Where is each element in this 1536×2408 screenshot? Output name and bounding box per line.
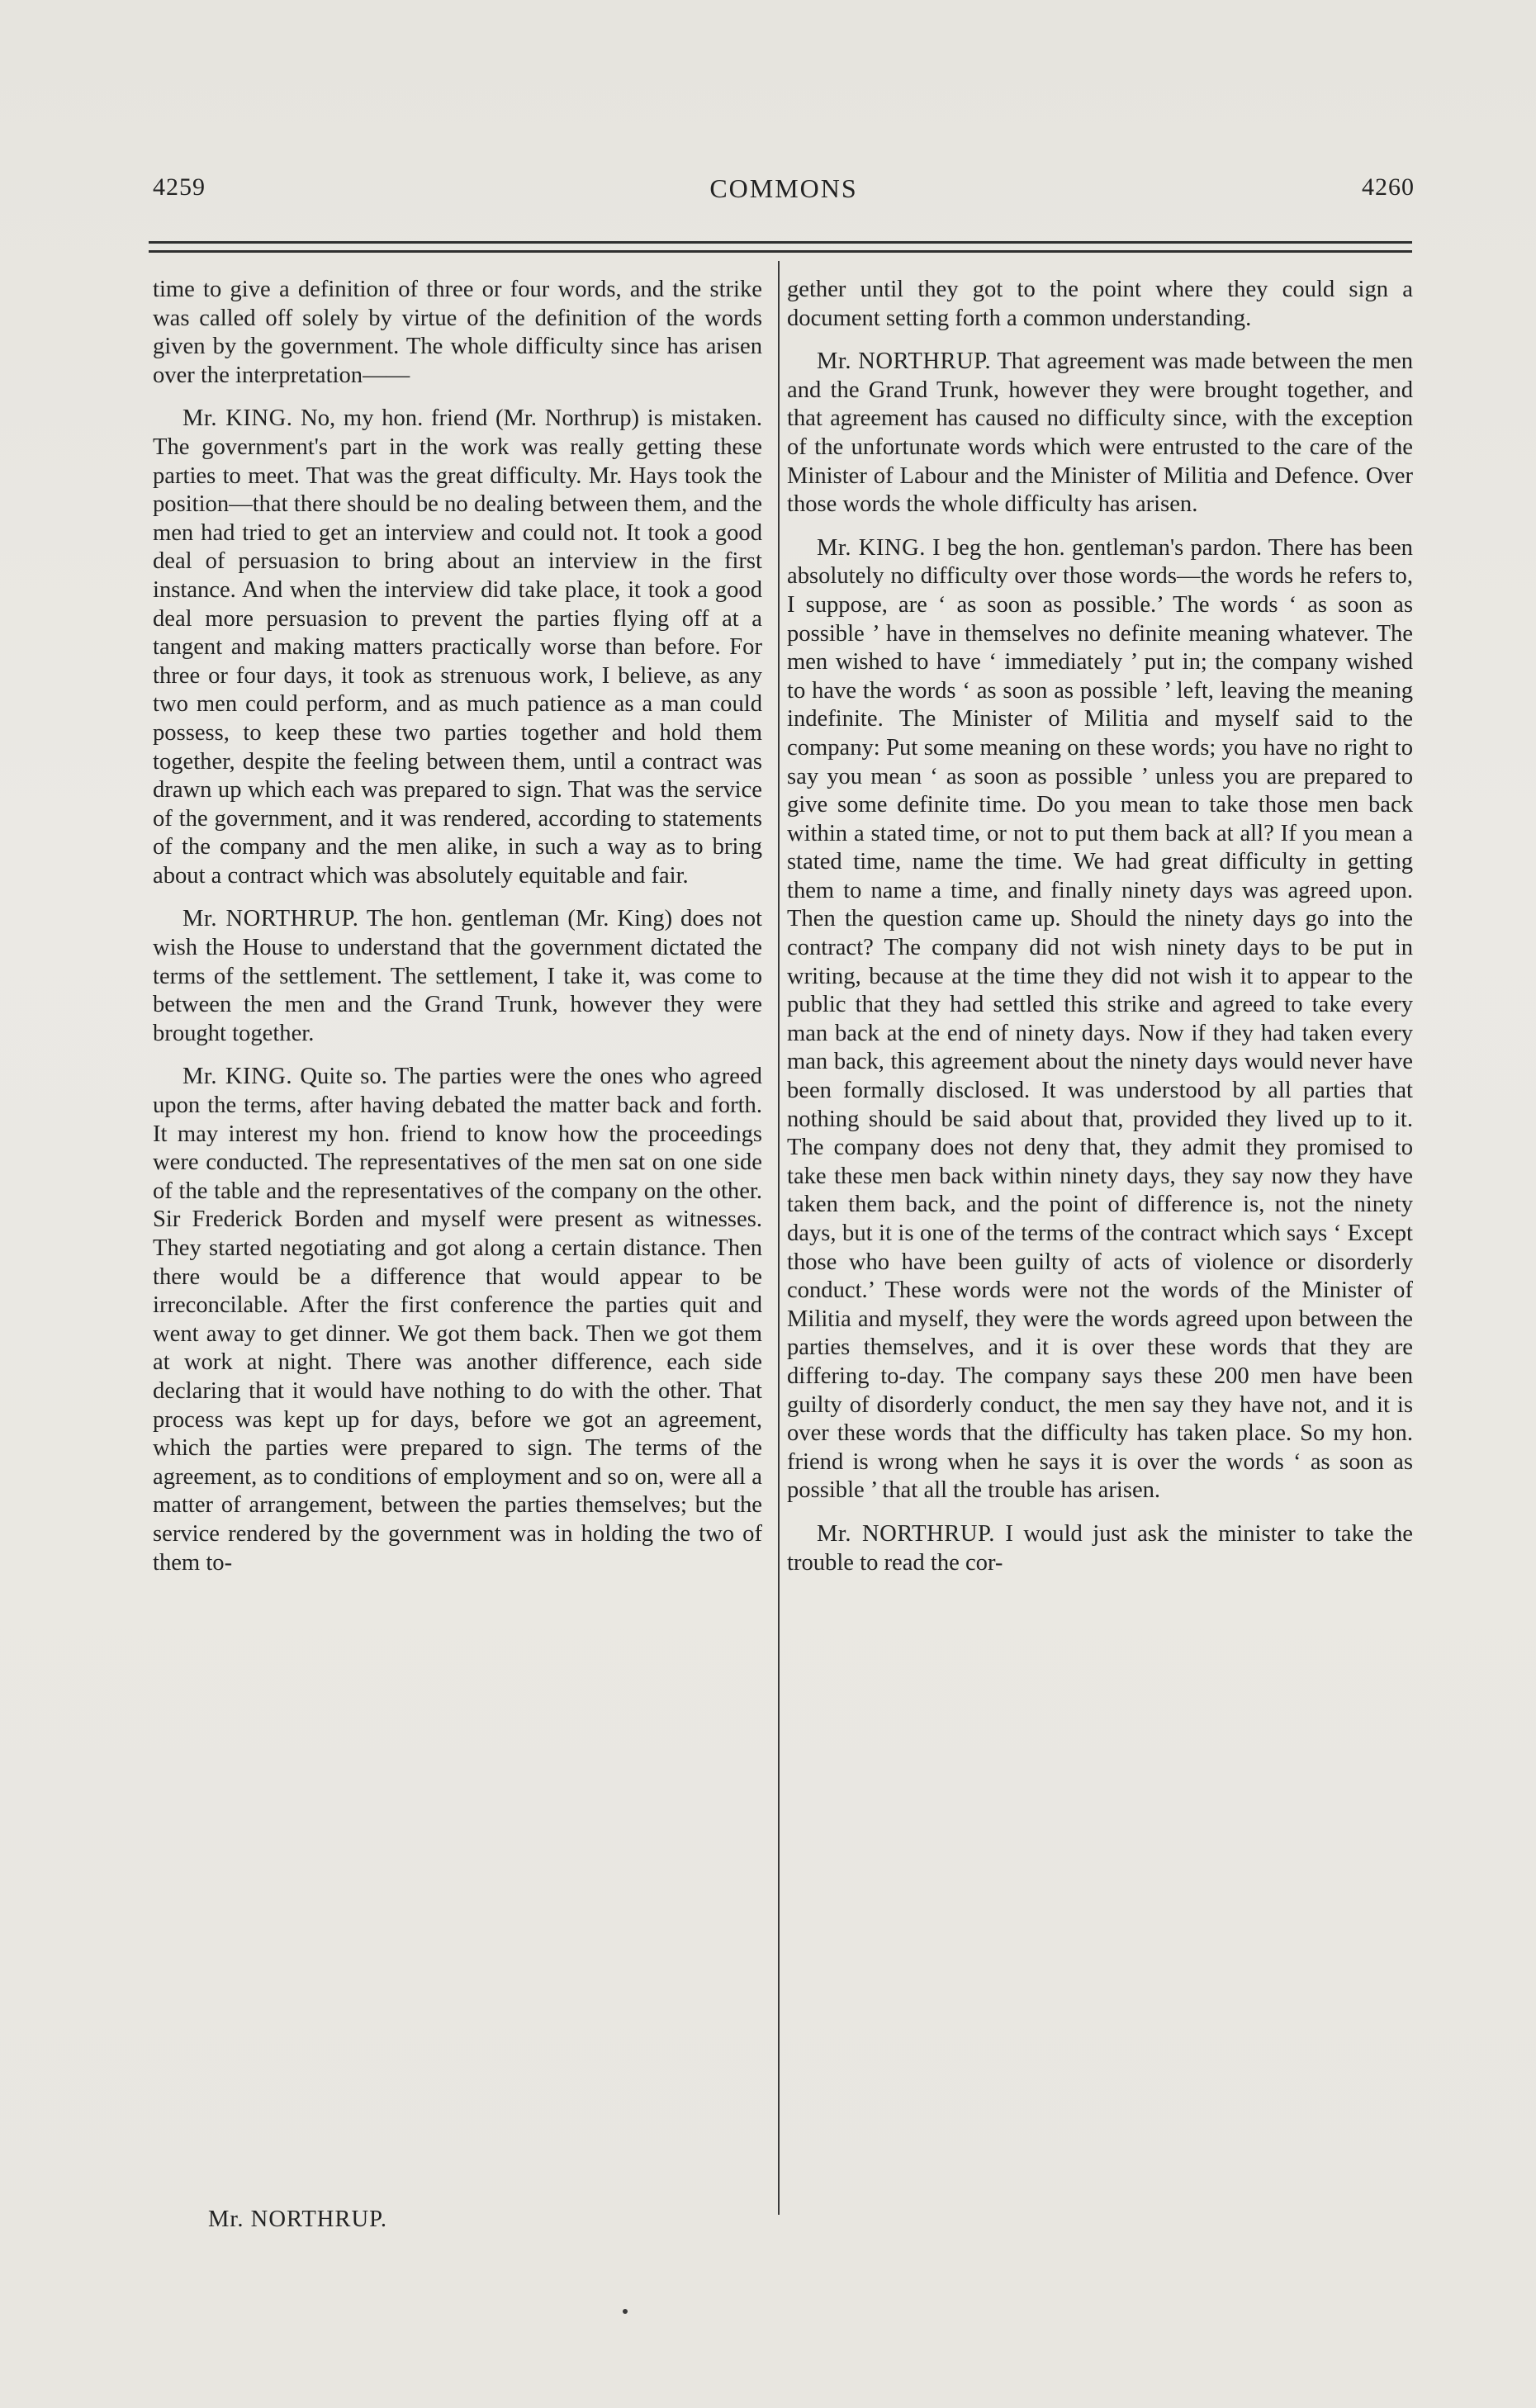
running-head: COMMONS [709, 173, 858, 203]
paragraph [153, 276, 762, 390]
speaker-name: Mr. NORTHRUP. [817, 1520, 995, 1547]
paragraph [787, 276, 1413, 333]
page-header [153, 173, 1415, 215]
paragraph-text: Quite so. The parties were the ones who agreed upon the terms, after having debated the matter back and forth. It may interest my hon. friend to know how the proceedings were conducted. The representatives of the men sat on one side of the table and the representatives of the company on the other. Sir Frederick Borden and myself were present as witnesses. They started negotiating and got along a certain distance. Then there would be a difference that would appear to be irreconcilable. After the first conference the parties quit and went away to get dinner. We got them back. Then we got them at work at night. There was another difference, each side declaring that it would have nothing to do with the other. That process was kept up for days, before we got an agreement, which the parties were prepared to sign. The terms of the agreement, as to conditions of employment and so on, were all a matter of arrangement, between the parties themselves; but the service rendered by the government was in holding the two of them to- [153, 1064, 762, 1576]
right-column [787, 276, 1413, 2233]
speaker-name: Mr. NORTHRUP. [183, 906, 359, 932]
header-rule-top [149, 241, 1412, 244]
speaker-name: Mr. NORTHRUP. [817, 348, 992, 375]
paragraph-text: I would just ask the minister to take the trouble to read the cor- [787, 1520, 1413, 1576]
column-divider [778, 261, 780, 2215]
paragraph-text: That agreement was made between the men and the Grand Trunk, however they were brought together, and that agreement has caused no difficulty since, with the exception of the unfortunate words which were entrusted to the care of the Minister of Labour and the Minister of Militia and Defence. Over those words the whole difficulty has arisen. [787, 348, 1413, 518]
paragraph-text: The hon. gentleman (Mr. King) does not wish the House to understand that the government dictated the terms of the settlement. The settlement, I take it, was come to between the men and the Grand Trunk, however they were brought together. [153, 906, 762, 1046]
paragraph [153, 905, 762, 1048]
speaker-name: Mr. KING. [183, 1064, 293, 1090]
paragraph [787, 1520, 1413, 1577]
catchword: Mr. NORTHRUP. [208, 2207, 388, 2232]
paragraph [787, 534, 1413, 1505]
page-number-right: 4260 [1362, 173, 1415, 201]
paragraph [153, 405, 762, 890]
page-number-left: 4259 [153, 173, 206, 201]
left-column [153, 276, 762, 2233]
paragraph-text: No, my hon. friend (Mr. Northrup) is mistaken. The government's part in the work was really getting these parties to meet. That was the great difficulty. Mr. Hays took the position—that there should be no dealing between them, and the men had tried to get an interview and could not. It took a good deal of persuasion to bring about an interview in the first instance. And when the interview did take place, it took a good deal more persuasion to prevent the parties flying off at a tangent and making matters practically worse than before. For three or four days, it took as strenuous work, I believe, as any two men could perform, and as much patience as a man could possess, to keep these two parties together and hold them together, despite the feeling between them, until a contract was drawn up which each was prepared to sign. That was the service of the government, and it was rendered, according to statements of the company and the men alike, in such a way as to bring about a contract which was absolutely equitable and fair. [153, 405, 762, 889]
paragraph [787, 348, 1413, 519]
header-rule-bottom [149, 250, 1412, 253]
paragraph [153, 1063, 762, 1577]
paper-speck [623, 2309, 628, 2314]
paragraph-text: time to give a definition of three or four words, and the strike was called off solely by virtue of the definition of the words given by the government. The whole difficulty since has arisen over the interpretation—— [153, 277, 762, 388]
paragraph-text: gether until they got to the point where they could sign a document setting forth a common understanding. [787, 277, 1413, 331]
speaker-name: Mr. KING. [817, 534, 926, 561]
speaker-name: Mr. KING. [183, 405, 293, 432]
paragraph-text: I beg the hon. gentleman's pardon. There has been absolutely no difficulty over those words—the words he refers to, I suppose, are ‘ as soon as possible.’ The words ‘ as soon as possible ’ have in themselves no definite meaning whatever. The men wished to have ‘ immediately ’ put in; the company wished to have the words ‘ as soon as possible ’ left, leaving the meaning indefinite. The Minister of Militia and myself said to the company: Put some meaning on these words; you have no right to say you mean ‘ as soon as possible ’ unless you are prepared to give some definite time. Do you mean to take those men back within a stated time, or not to put them back at all? If you mean a stated time, name the time. We had great difficulty in getting them to name a time, and finally ninety days was agreed upon. Then the question came up. Should the ninety days go into the contract? The company did not wish ninety days to be put in writing, because at the time they did not wish it to appear to the public that they had settled this strike and agreed to take every man back at the end of ninety days. Now if they had taken every man back, this agreement about the ninety days would never have been formally disclosed. It was understood by all parties that nothing should be said about that, provided they lived up to it. The company does not deny that, they admit they promised to take these men back within ninety days, they say now they have taken them back, and the point of difference is, not the ninety days, but it is one of the terms of the contract which says ‘ Except those who have been guilty of acts of violence or disorderly conduct.’ These words were not the words of the Minister of Militia and myself, they were the words agreed upon between the parties themselves, and it is over these words that they are differing to-day. The company says these 200 men have been guilty of disorderly conduct, the men say they have not, and it is over these words that the difficulty has taken place. So my hon. friend is wrong when he says it is over the words ‘ as soon as possible ’ that all the trouble has arisen. [787, 534, 1413, 1504]
